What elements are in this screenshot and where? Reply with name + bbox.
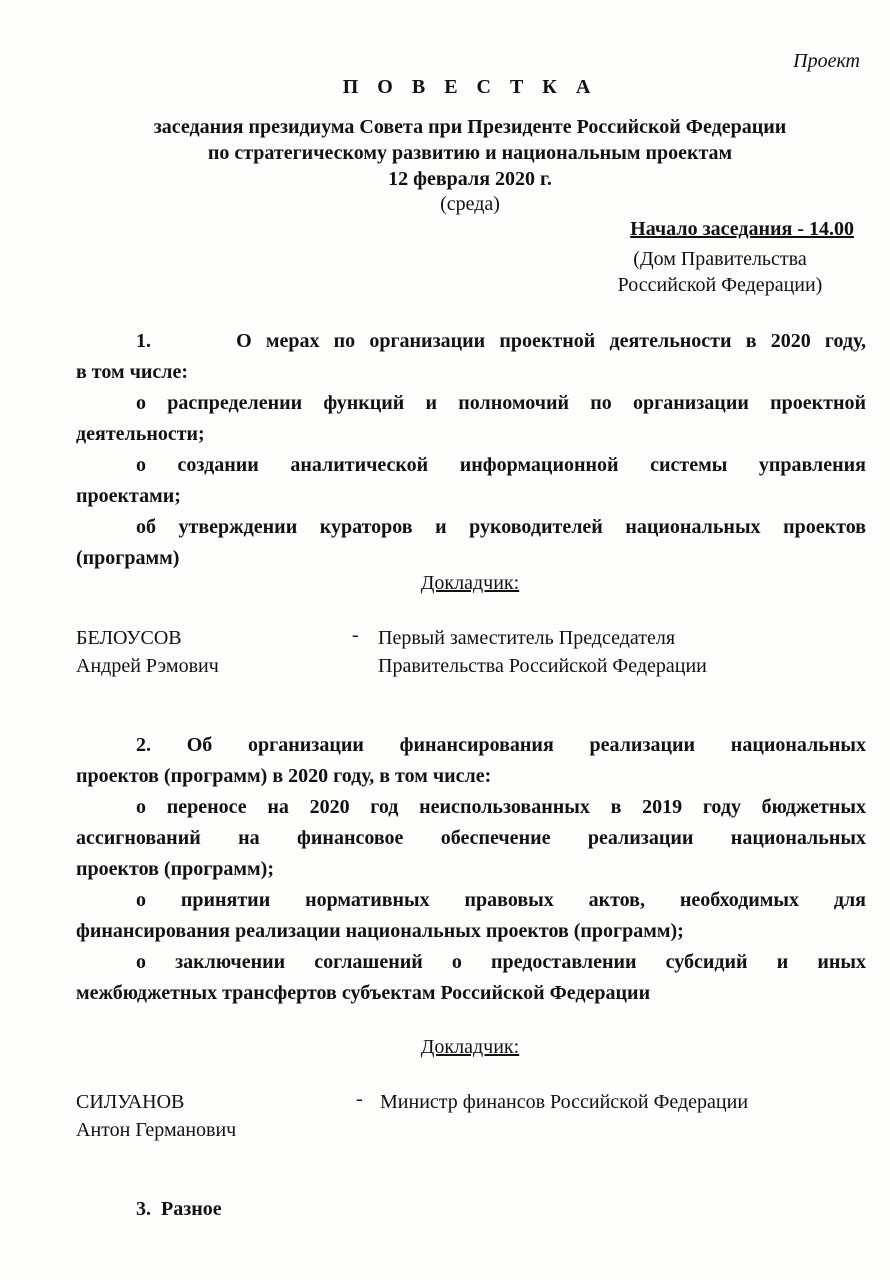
item-line: ассигнований на финансовое обеспечение реализации национальных [76, 827, 866, 849]
item-line: 2. Об организации финансирования реализации национальных [136, 734, 866, 756]
subtitle-line: по стратегическому развитию и национальным проектам [207, 142, 733, 164]
speaker-name [76, 624, 219, 680]
speaker-surname: СИЛУАНОВ [76, 1091, 185, 1113]
meeting-weekday: (среда) [440, 193, 500, 215]
item-line: об утверждении кураторов и руководителей национальных проектов [136, 516, 866, 538]
item-line: проектами; [76, 485, 181, 507]
start-time: Начало заседания - 14.00 [630, 218, 854, 240]
item-line: в том числе: [76, 361, 189, 383]
speaker-dash: - [352, 624, 359, 646]
agenda-item-1 [76, 326, 866, 574]
item-line: финансирования реализации национальных проектов (программ); [76, 920, 684, 942]
venue-line: (Дом Правительства [633, 248, 807, 270]
role-line: Правительства Российской Федерации [378, 655, 707, 677]
item-line: (программ) [76, 547, 180, 569]
agenda-item-3: 3. Разное [136, 1198, 222, 1220]
item-line: проектов (программ) в 2020 году, в том числе: [76, 765, 492, 787]
item-line: межбюджетных трансфертов субъектам Российской Федерации [76, 982, 651, 1004]
role-line: Первый заместитель Председателя [378, 627, 676, 649]
document-title: П О В Е С Т К А [342, 76, 598, 98]
agenda-item-2 [76, 730, 866, 1009]
item-line: о распределении функций и полномочий по организации проектной [136, 392, 866, 414]
item-line: о принятии нормативных правовых актов, необходимых для [136, 889, 866, 911]
speaker-surname: БЕЛОУСОВ [76, 627, 182, 649]
speaker-role [380, 1088, 748, 1116]
role-line: Министр финансов Российской Федерации [380, 1091, 749, 1113]
item-line: 1. О мерах по организации проектной деятельности в 2020 году, [136, 330, 866, 352]
speaker-name [76, 1088, 236, 1144]
venue-line: Российской Федерации) [617, 274, 823, 296]
meeting-date: 12 февраля 2020 г. [388, 168, 552, 190]
speaker-given-name: Андрей Рэмович [76, 655, 219, 677]
subtitle-line: заседания президиума Совета при Президенте Российской Федерации [153, 116, 787, 138]
item-line: о создании аналитической информационной системы управления [136, 454, 866, 476]
document-subtitle [0, 114, 890, 192]
speaker-given-name: Антон Германович [76, 1119, 237, 1141]
speaker-dash: - [356, 1088, 363, 1110]
item-line: о заключении соглашений о предоставлении субсидий и иных [136, 951, 866, 973]
item-line: о переносе на 2020 год неиспользованных в 2019 году бюджетных [136, 796, 866, 818]
item-line: проектов (программ); [76, 858, 274, 880]
item-line: деятельности; [76, 423, 205, 445]
meeting-venue [560, 246, 880, 298]
speaker-role [378, 624, 707, 680]
speaker-label: Докладчик: [420, 572, 520, 594]
speaker-label: Докладчик: [420, 1036, 520, 1058]
draft-mark: Проект [793, 50, 860, 72]
